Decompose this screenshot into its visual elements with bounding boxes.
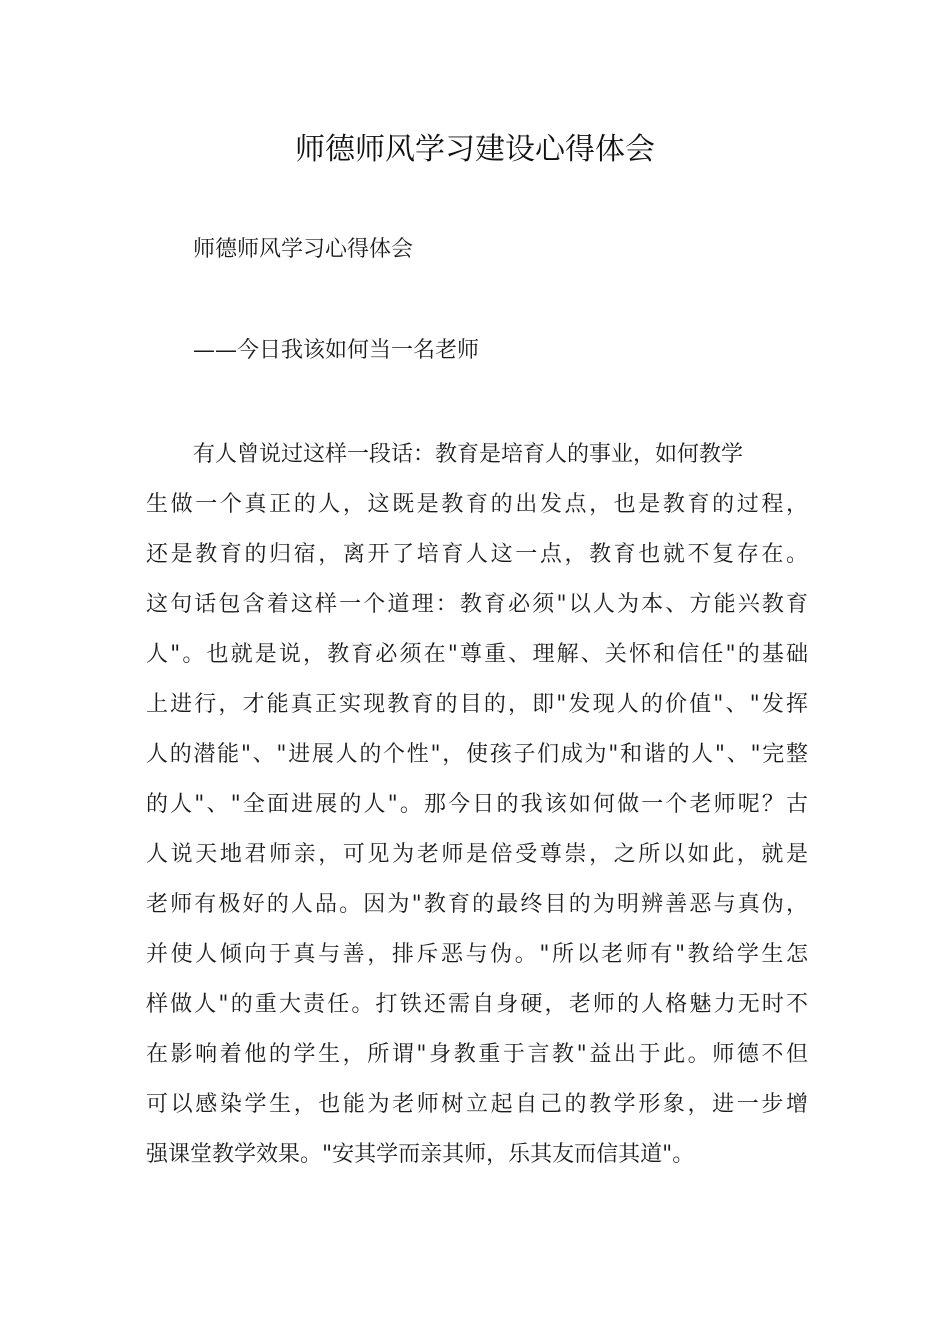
paragraph-line: 的人"、"全面进展的人"。那今日的我该如何做一个老师呢？古 <box>146 792 808 817</box>
paragraph-line: 有人曾说过这样一段话：教育是培育人的事业，如何教学 <box>193 442 744 467</box>
document-title: 师德师风学习建设心得体会 <box>295 132 655 167</box>
paragraph-line: 强课堂教学效果。"安其学而亲其师，乐其友而信其道"。 <box>146 1142 695 1167</box>
paragraph-line: 并使人倾向于真与善，排斥恶与伪。"所以老师有"教给学生怎 <box>146 942 808 967</box>
document-tagline: ——今日我该如何当一名老师 <box>193 338 480 363</box>
paragraph-line: 老师有极好的人品。因为"教育的最终目的为明辨善恶与真伪， <box>146 892 808 917</box>
document-subtitle: 师德师风学习心得体会 <box>193 237 414 262</box>
body-paragraph <box>146 430 808 1180</box>
paragraph-line: 人"。也就是说，教育必须在"尊重、理解、关怀和信任"的基础 <box>146 642 808 667</box>
paragraph-line: 这句话包含着这样一个道理：教育必须"以人为本、方能兴教育 <box>146 592 808 617</box>
paragraph-line: 在影响着他的学生，所谓"身教重于言教"益出于此。师德不但 <box>146 1042 808 1067</box>
paragraph-line: 上进行，才能真正实现教育的目的，即"发现人的价值"、"发挥 <box>146 692 809 717</box>
paragraph-line: 样做人"的重大责任。打铁还需自身硬，老师的人格魅力无时不 <box>146 992 808 1017</box>
paragraph-line: 人的潜能"、"进展人的个性"，使孩子们成为"和谐的人"、"完整 <box>146 742 808 767</box>
paragraph-line: 生做一个真正的人，这既是教育的出发点，也是教育的过程， <box>146 492 808 517</box>
paragraph-line: 可以感染学生，也能为老师树立起自己的教学形象，进一步增 <box>146 1092 808 1117</box>
paragraph-line: 还是教育的归宿，离开了培育人这一点，教育也就不复存在。 <box>146 542 808 567</box>
paragraph-line: 人说天地君师亲，可见为老师是倍受尊崇，之所以如此，就是 <box>146 842 808 867</box>
